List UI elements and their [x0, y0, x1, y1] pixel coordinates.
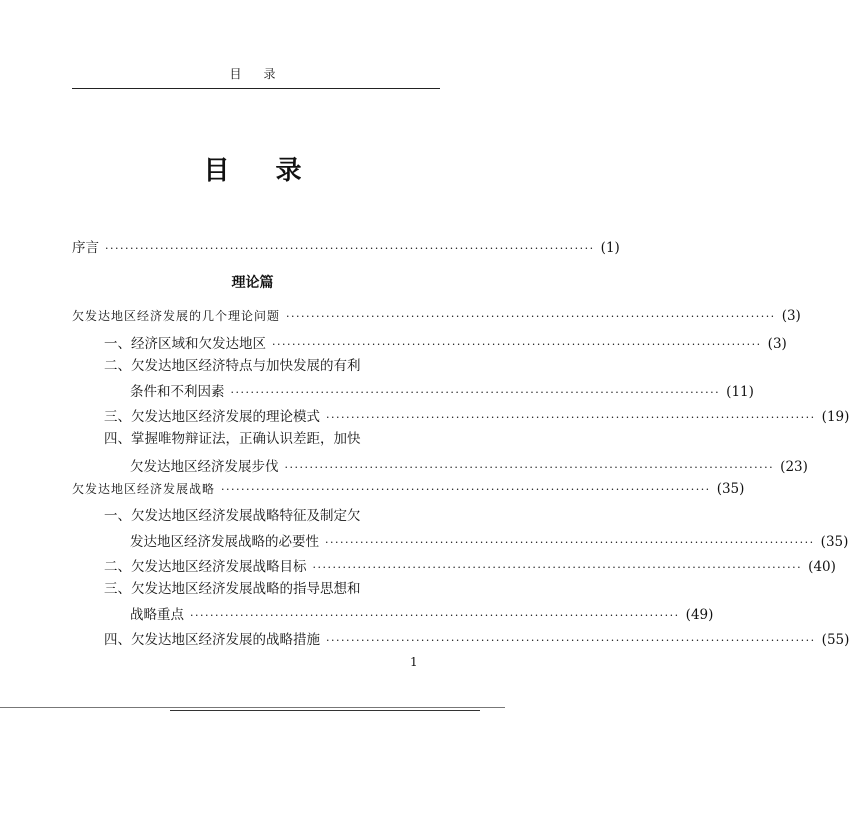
- toc-entry-2-3-line1: 三、欠发达地区经济发展战略的指导思想和: [104, 581, 361, 597]
- page-title: 目录: [203, 156, 348, 186]
- toc-page-number: (11): [726, 384, 754, 400]
- page-number: 1: [410, 655, 418, 669]
- toc-entry-label: 条件和不利因素: [130, 384, 225, 400]
- running-head: 目录: [229, 67, 298, 81]
- scan-edge-line: [170, 710, 480, 711]
- toc-leader: ··································································································: [284, 461, 775, 474]
- toc-entry-2-1-line1: 一、欠发达地区经济发展战略特征及制定欠: [104, 508, 361, 524]
- toc-entry-2-4[interactable]: [104, 628, 849, 650]
- toc-entry-2-1[interactable]: [130, 530, 849, 552]
- toc-entry-label: 战略重点: [130, 607, 184, 623]
- toc-page-number: (1): [600, 240, 620, 256]
- toc-page-number: (3): [767, 336, 787, 352]
- toc-entry-label: 四、欠发达地区经济发展的战略措施: [104, 632, 320, 648]
- toc-entry-label: 欠发达地区经济发展的几个理论问题: [72, 309, 281, 323]
- toc-leader: ··································································································: [105, 242, 595, 255]
- toc-page-number: (40): [808, 559, 836, 575]
- toc-entry-1-4-line1: 四、掌握唯物辩证法，正确认识差距，加快: [104, 431, 361, 447]
- toc-page-number: (3): [781, 308, 801, 324]
- toc-page-number: (19): [821, 409, 849, 425]
- toc-entry-preface[interactable]: [72, 236, 620, 258]
- toc-page-number: (35): [820, 534, 849, 550]
- toc-page-number: (55): [821, 632, 849, 648]
- toc-entry-2-3[interactable]: [130, 603, 714, 625]
- toc-entry-1-4[interactable]: [130, 455, 808, 477]
- toc-entry-label: 欠发达地区经济发展步伐: [130, 459, 279, 475]
- toc-entry-label: 一、经济区域和欠发达地区: [104, 336, 266, 352]
- toc-entry-1-1[interactable]: [104, 332, 787, 354]
- header-rule: [72, 88, 440, 89]
- toc-entry-1-2-line1: 二、欠发达地区经济特点与加快发展的有利: [104, 358, 361, 374]
- toc-leader: ··································································································: [272, 338, 762, 351]
- toc-entry-1-2[interactable]: [130, 380, 754, 402]
- toc-leader: ··································································································: [326, 411, 816, 424]
- toc-leader: ··································································································: [190, 609, 680, 622]
- toc-leader: ··································································································: [286, 310, 776, 323]
- toc-page-number: (49): [685, 607, 714, 623]
- section-heading: 理论篇: [231, 275, 274, 291]
- toc-entry-label: 发达地区经济发展战略的必要性: [130, 534, 319, 550]
- scan-edge-line: [0, 707, 505, 708]
- toc-entry-2-2[interactable]: [104, 555, 836, 577]
- toc-entry-part-2[interactable]: [72, 480, 745, 502]
- toc-entry-label: 二、欠发达地区经济发展战略目标: [104, 559, 307, 575]
- toc-leader: ··································································································: [312, 561, 803, 574]
- toc-entry-part-1[interactable]: [72, 307, 801, 329]
- toc-entry-label: 三、欠发达地区经济发展的理论模式: [104, 409, 320, 425]
- toc-leader: ··································································································: [325, 536, 815, 549]
- toc-leader: ··································································································: [230, 386, 721, 399]
- toc-page-number: (35): [716, 481, 745, 497]
- toc-entry-label: 序言: [72, 240, 99, 256]
- toc-entry-1-3[interactable]: [104, 405, 849, 427]
- toc-entry-label: 欠发达地区经济发展战略: [72, 482, 216, 496]
- toc-leader: ··································································································: [326, 634, 816, 647]
- toc-leader: ··································································································: [221, 483, 711, 496]
- toc-page-number: (23): [780, 459, 808, 475]
